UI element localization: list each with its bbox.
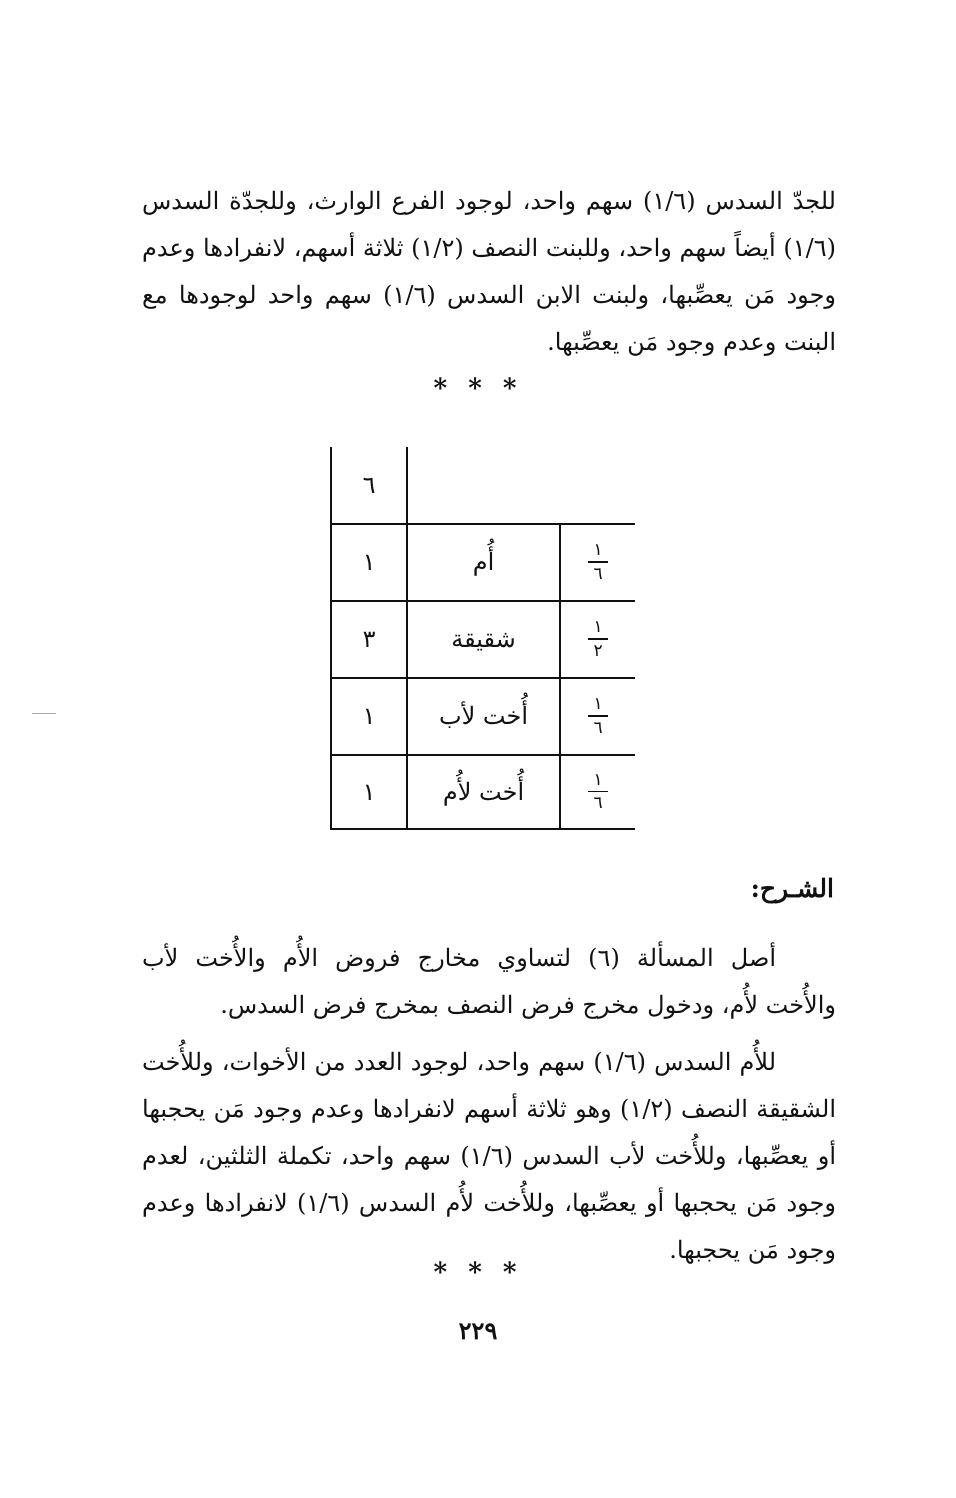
- inheritance-table: [330, 447, 635, 830]
- fraction-denominator: ٢: [593, 640, 603, 661]
- fraction-bar: [588, 561, 608, 563]
- fraction-denominator: ٦: [593, 563, 603, 584]
- section-separator: * * *: [433, 374, 523, 404]
- fraction-bar: [588, 638, 608, 640]
- fraction-numerator: ١: [593, 694, 603, 715]
- base-value: ٦: [362, 471, 376, 499]
- shares-cell: ١: [362, 777, 376, 806]
- heir-cell: أُخت لأُم: [442, 777, 525, 806]
- fraction-cell: [561, 755, 635, 828]
- fraction-cell: [561, 601, 635, 677]
- section-heading: الشـرح:: [750, 874, 834, 903]
- page-number: ٢٢٩: [458, 1316, 498, 1345]
- paragraph-1: للجدّ السدس (١/٦) سهم واحد، لوجود الفرع الوارث، وللجدّة السدس (١/٦) أيضاً سهم واحد، وللبنت النصف (١/٢) ثلاثة أسهم، لانفرادها وعدم وجود مَن يعصِّبها، ولبنت الابن السدس (١/٦) سهم واحد لوجودها مع البنت وعدم وجود مَن يعصِّبها.: [142, 187, 836, 356]
- paragraph-3: للأُم السدس (١/٦) سهم واحد، لوجود العدد من الأخوات، وللأُخت الشقيقة النصف (١/٢) وهو ثلاثة أسهم لانفرادها وعدم وجود مَن يحجبها أو يعصِّبها، وللأُخت لأب السدس (١/٦) سهم واحد، تكملة الثلثين، لعدم وجود مَن يحجبها أو يعصِّبها، وللأُخت لأُم السدس (١/٦) لانفرادها وعدم وجود مَن يحجبها.: [142, 1048, 837, 1264]
- fraction-numerator: ١: [593, 540, 603, 561]
- heir-cell: أُم: [472, 548, 495, 576]
- fraction-bar: [588, 715, 608, 717]
- fraction-bar: [588, 791, 608, 793]
- shares-cell: ٣: [362, 625, 376, 653]
- section-separator: * * *: [433, 1258, 523, 1288]
- fraction-numerator: ١: [593, 769, 603, 790]
- fraction-cell: [561, 678, 635, 754]
- shares-cell: ١: [362, 702, 376, 730]
- fraction-denominator: ٦: [593, 793, 603, 814]
- fraction-cell: [561, 524, 635, 600]
- heir-cell: أُخت لأب: [439, 702, 528, 730]
- fraction-denominator: ٦: [593, 717, 603, 738]
- paragraph-2: أصل المسألة (٦) لتساوي مخارج فروض الأُم والأُخت لأب والأُخت لأُم، ودخول مخرج فرض النصف بمخرج فرض السدس.: [142, 944, 836, 1019]
- heir-cell: شقيقة: [451, 625, 516, 653]
- shares-cell: ١: [362, 548, 376, 576]
- margin-mark: [32, 713, 56, 714]
- fraction-numerator: ١: [593, 617, 603, 638]
